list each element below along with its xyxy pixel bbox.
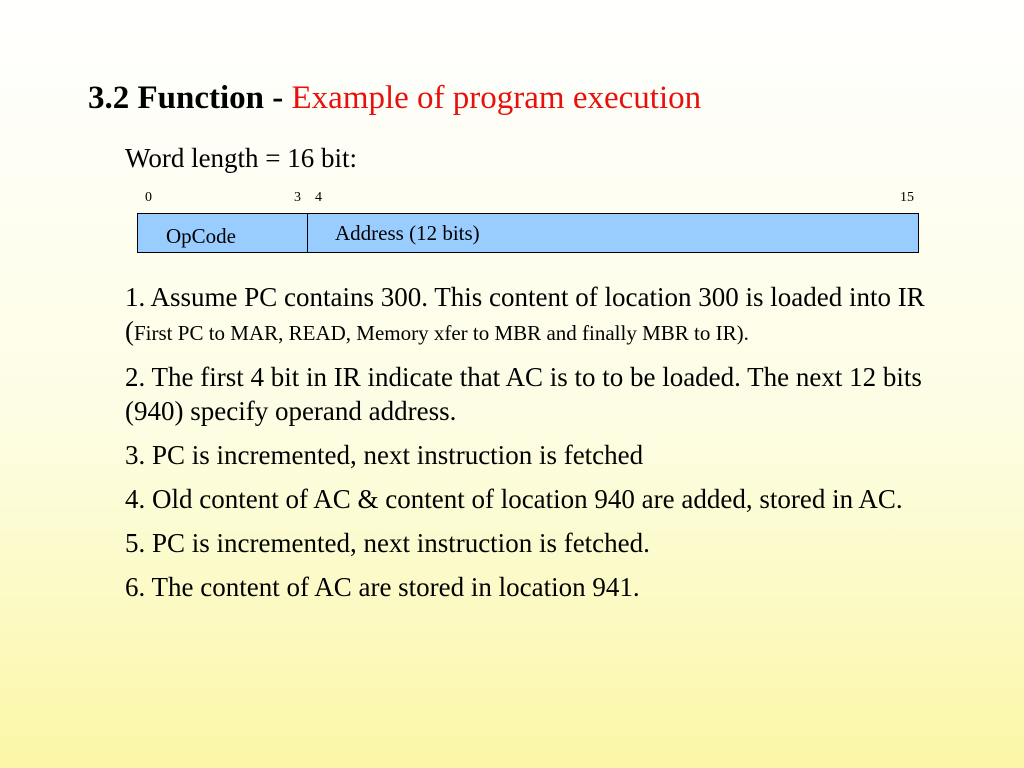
step-5-text: 5. PC is incremented, next instruction is fetched. [125, 528, 650, 558]
step-3 [125, 438, 945, 472]
step-6 [125, 570, 945, 604]
step-4 [125, 482, 945, 516]
instruction-format-diagram [137, 213, 919, 253]
step-2 [125, 360, 945, 428]
execution-steps-list [125, 280, 945, 614]
step-1-detail: First PC to MAR, READ, Memory xfer to MBR and finally MBR to IR). [134, 321, 749, 345]
bit-label-15: 15 [900, 190, 914, 205]
step-4-text: 4. Old content of AC & content of location 940 are added, stored in AC. [125, 484, 903, 514]
opcode-field-label: OpCode [166, 224, 236, 248]
title-number: 3.2 Function - [88, 80, 284, 116]
bit-label-4: 4 [315, 190, 322, 205]
bit-label-0: 0 [145, 190, 152, 205]
step-1 [125, 280, 945, 350]
step-5 [125, 526, 945, 560]
title-topic: Example of program execution [291, 80, 702, 116]
address-field-label: Address (12 bits) [335, 221, 480, 245]
step-2-text: 2. The first 4 bit in IR indicate that AC is to to be loaded. The next 12 bits (940) specify operand address. [125, 362, 922, 426]
step-1-text: 1. Assume PC contains 300. This content of location 300 is loaded into IR ( [125, 282, 925, 346]
bit-label-3: 3 [294, 190, 301, 205]
word-length-label: Word length = 16 bit: [125, 143, 358, 173]
step-6-text: 6. The content of AC are stored in location 941. [125, 572, 640, 602]
slide-title [88, 80, 701, 117]
field-divider [307, 214, 308, 252]
step-3-text: 3. PC is incremented, next instruction is fetched [125, 440, 644, 470]
